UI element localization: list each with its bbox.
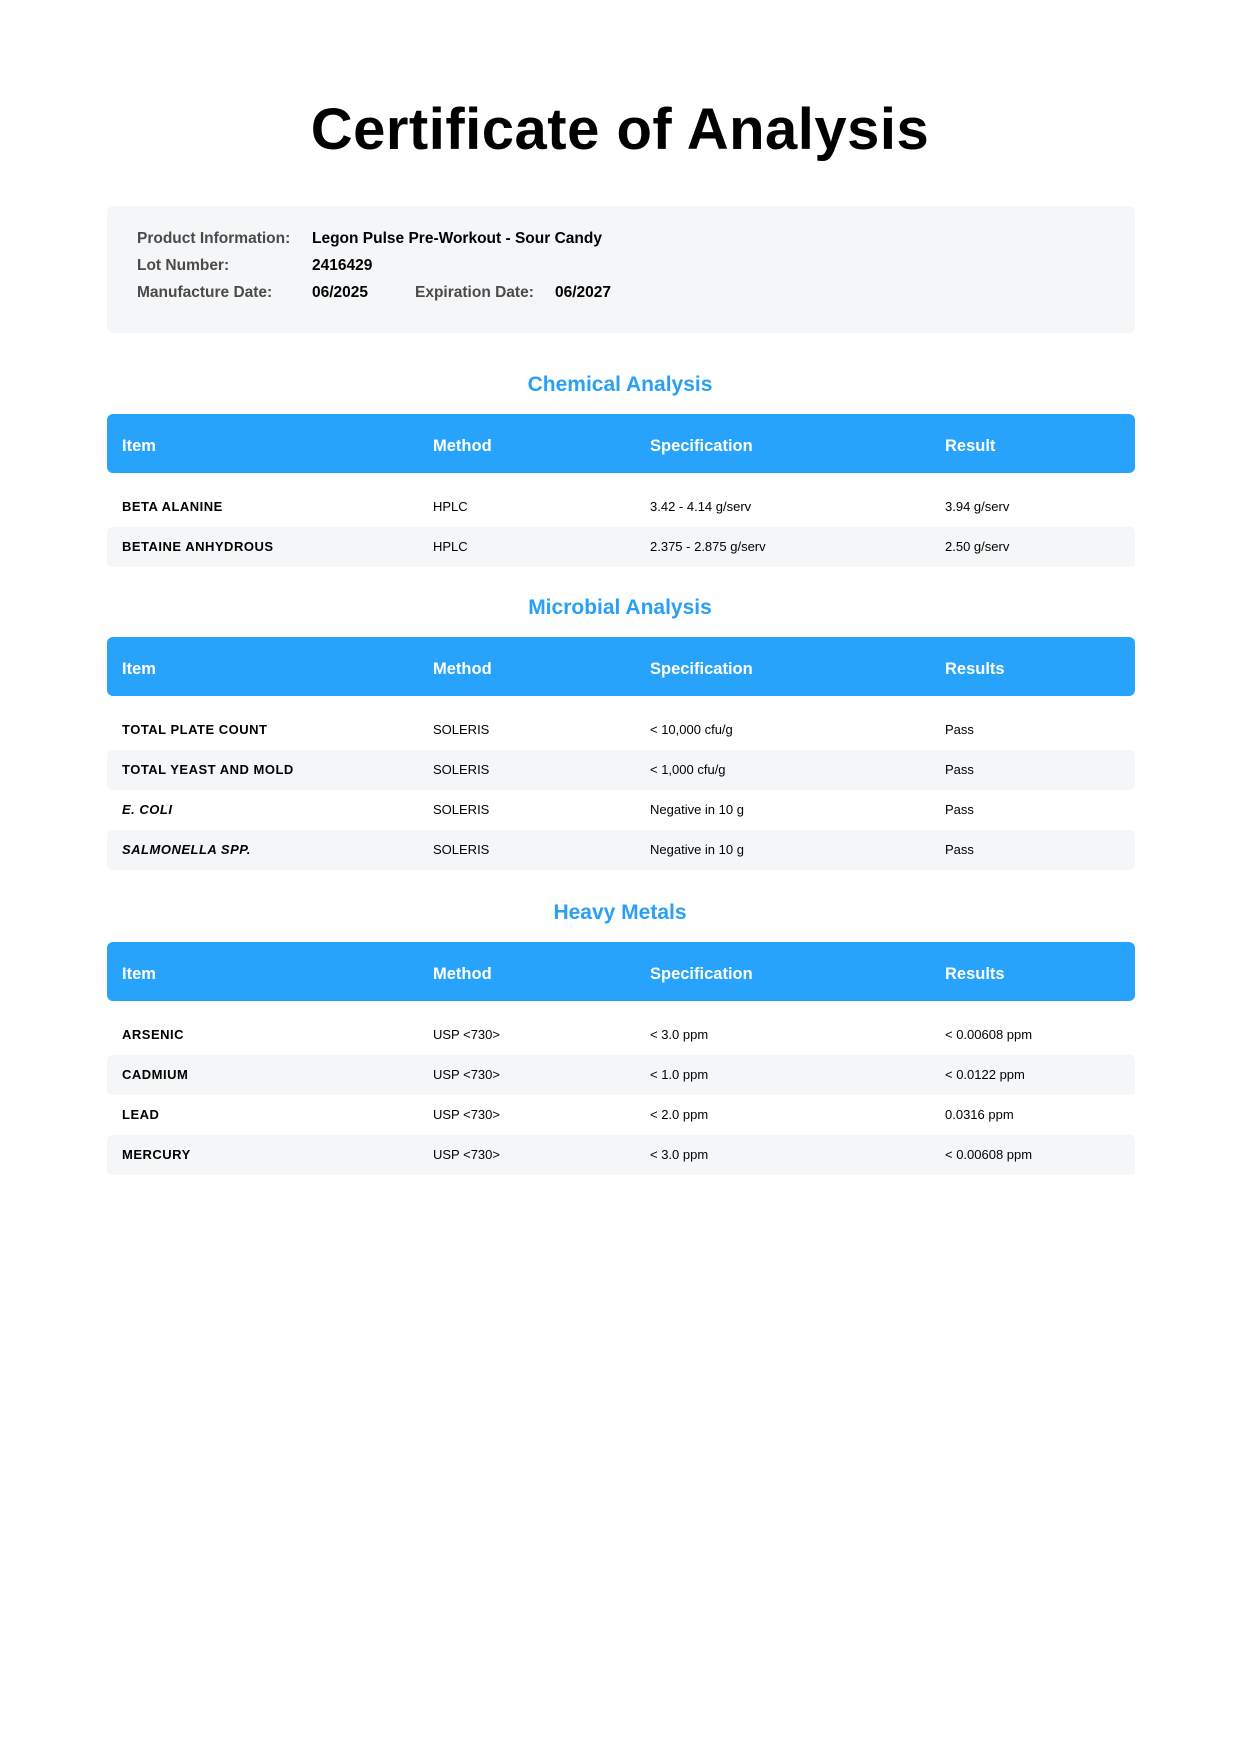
lot-number-label: Lot Number:: [137, 257, 230, 274]
cell-result: Pass: [945, 842, 974, 857]
cell-result: 3.94 g/serv: [945, 499, 1010, 514]
cell-result: < 0.0122 ppm: [945, 1067, 1025, 1082]
header-method: Method: [433, 437, 492, 455]
cell-item: BETA ALANINE: [122, 499, 223, 514]
chemical-analysis-title: Chemical Analysis: [527, 373, 713, 396]
cell-result: 0.0316 ppm: [945, 1107, 1014, 1122]
table-body: [107, 487, 1135, 567]
document-title: Certificate of Analysis: [310, 97, 930, 162]
table-header: [107, 942, 1135, 1001]
expiration-date-value: 06/2027: [555, 284, 612, 301]
product-information-value: Legon Pulse Pre-Workout - Sour Candy: [312, 230, 602, 247]
table-row: [107, 710, 1135, 750]
table-body: [107, 710, 1135, 870]
cell-method: SOLERIS: [433, 842, 490, 857]
manufacture-date-label: Manufacture Date:: [137, 284, 273, 301]
header-results: Results: [945, 660, 1005, 678]
chemical-analysis-table: [107, 414, 1135, 567]
table-row: [107, 1135, 1135, 1175]
microbial-analysis-table: [107, 637, 1135, 870]
table-header: [107, 637, 1135, 696]
cell-specification: < 3.0 ppm: [650, 1147, 709, 1162]
cell-specification: Negative in 10 g: [650, 842, 744, 857]
microbial-analysis-title: Microbial Analysis: [528, 596, 712, 619]
cell-item: TOTAL PLATE COUNT: [122, 722, 268, 737]
header-item: Item: [122, 660, 156, 678]
cell-method: USP <730>: [433, 1027, 500, 1042]
product-information-label: Product Information:: [137, 230, 291, 247]
header-method: Method: [433, 965, 492, 983]
cell-specification: < 3.0 ppm: [650, 1027, 709, 1042]
cell-method: SOLERIS: [433, 802, 490, 817]
cell-method: USP <730>: [433, 1147, 500, 1162]
table-row: [107, 487, 1135, 527]
cell-item: CADMIUM: [122, 1067, 189, 1082]
table-row: [107, 790, 1135, 830]
table-row: [107, 750, 1135, 790]
cell-result: < 0.00608 ppm: [945, 1027, 1033, 1042]
table-row: [107, 1055, 1135, 1095]
cell-result: 2.50 g/serv: [945, 539, 1010, 554]
cell-specification: < 10,000 cfu/g: [650, 722, 733, 737]
header-method: Method: [433, 660, 492, 678]
table-row: [107, 1015, 1135, 1055]
product-info-panel: [107, 206, 1135, 333]
header-result: Result: [945, 437, 996, 455]
cell-specification: < 2.0 ppm: [650, 1107, 709, 1122]
header-specification: Specification: [650, 437, 753, 455]
heavy-metals-title: Heavy Metals: [553, 901, 687, 924]
header-results: Results: [945, 965, 1005, 983]
cell-method: HPLC: [433, 499, 468, 514]
header-item: Item: [122, 965, 156, 983]
heavy-metals-table: [107, 942, 1135, 1175]
cell-method: SOLERIS: [433, 762, 490, 777]
cell-item: SALMONELLA SPP.: [122, 842, 251, 857]
table-row: [107, 527, 1135, 567]
cell-method: USP <730>: [433, 1107, 500, 1122]
manufacture-date-value: 06/2025: [312, 284, 369, 301]
cell-method: SOLERIS: [433, 722, 490, 737]
header-item: Item: [122, 437, 156, 455]
cell-item: MERCURY: [122, 1147, 191, 1162]
cell-specification: < 1,000 cfu/g: [650, 762, 726, 777]
cell-item: ARSENIC: [122, 1027, 185, 1042]
lot-number-value: 2416429: [312, 257, 373, 274]
cell-item: TOTAL YEAST AND MOLD: [122, 762, 294, 777]
table-row: [107, 1095, 1135, 1135]
cell-method: USP <730>: [433, 1067, 500, 1082]
header-specification: Specification: [650, 965, 753, 983]
cell-specification: 3.42 - 4.14 g/serv: [650, 499, 752, 514]
cell-result: Pass: [945, 802, 974, 817]
cell-specification: < 1.0 ppm: [650, 1067, 709, 1082]
cell-item: BETAINE ANHYDROUS: [122, 539, 274, 554]
table-row: [107, 830, 1135, 870]
cell-result: Pass: [945, 722, 974, 737]
cell-item: LEAD: [122, 1107, 160, 1122]
cell-result: < 0.00608 ppm: [945, 1147, 1033, 1162]
table-body: [107, 1015, 1135, 1175]
expiration-date-label: Expiration Date:: [415, 284, 534, 301]
cell-result: Pass: [945, 762, 974, 777]
cell-specification: 2.375 - 2.875 g/serv: [650, 539, 766, 554]
cell-method: HPLC: [433, 539, 468, 554]
table-header: [107, 414, 1135, 473]
cell-item: E. COLI: [122, 802, 173, 817]
header-specification: Specification: [650, 660, 753, 678]
cell-specification: Negative in 10 g: [650, 802, 744, 817]
